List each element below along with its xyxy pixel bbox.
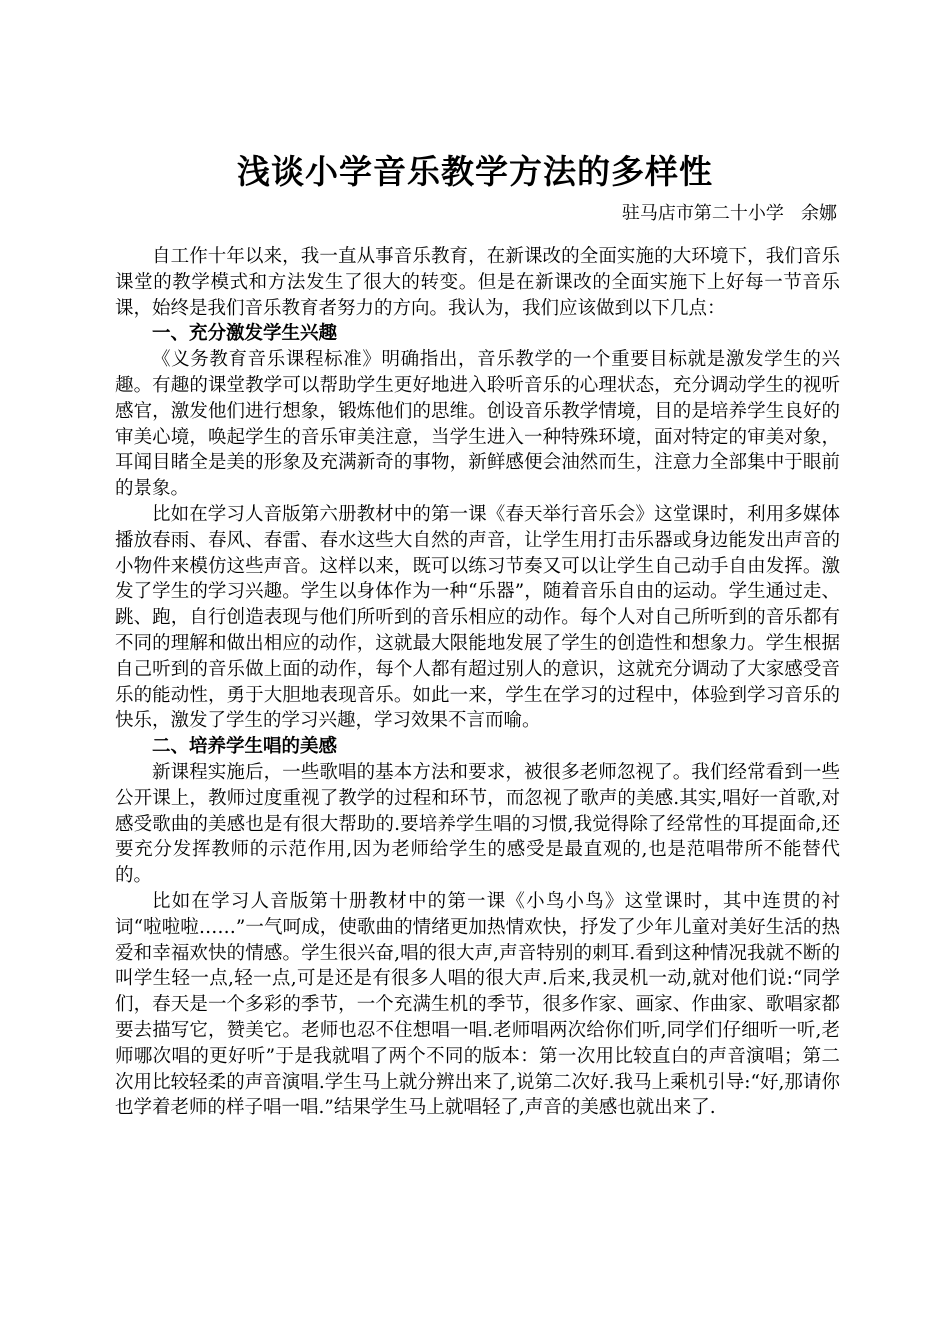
section-2-paragraph-2: 比如在学习人音版第十册教材中的第一课《小鸟小鸟》这堂课时，其中连贯的衬词“啦啦啦……”一气呵成，使歌曲的情绪更加热情欢快，抒发了少年儿童对美好生活的热爱和幸福欢快的情感。学生很兴奋,唱的很大声,声音特别的刺耳.看到这种情况我就不断的叫学生轻一点,轻一点,可是还是有很多人唱的很大声.后来,我灵机一动,就对他们说:“同学们，春天是一个多彩的季节，一个充满生机的季节，很多作家、画家、作曲家、歌唱家都要去描写它，赞美它。老师也忍不住想唱一唱.老师唱两次给你们听,同学们仔细听一听,老师哪次唱的更好听”于是我就唱了两个不同的版本：第一次用比较直白的声音演唱；第二次用比较轻柔的声音演唱.学生马上就分辨出来了,说第二次好.我马上乘机引导:“好,那请你也学着老师的样子唱一唱.”结果学生马上就唱轻了,声音的美感也就出来了. [115, 890, 840, 1119]
document-title: 浅谈小学音乐教学方法的多样性 [237, 152, 713, 192]
section-heading-2: 二、培养学生唱的美感 [152, 736, 338, 758]
author-byline: 驻马店市第二十小学 余娜 [621, 203, 837, 224]
section-heading-1: 一、充分激发学生兴趣 [152, 323, 338, 345]
section-1-paragraph-1: 《义务教育音乐课程标准》明确指出，音乐教学的一个重要目标就是激发学生的兴趣。有趣的课堂教学可以帮助学生更好地进入聆听音乐的心理状态，充分调动学生的视听感官，激发他们进行想象，锻炼他们的思维。创设音乐教学情境，目的是培养学生良好的审美心境，唤起学生的音乐审美注意，当学生进入一种特殊环境，面对特定的审美对象，耳闻目睹全是美的形象及充满新奇的事物，新鲜感便会油然而生，注意力全部集中于眼前的景象。 [115, 349, 840, 500]
document-body [115, 244, 840, 1121]
section-1-paragraph-2: 比如在学习人音版第六册教材中的第一课《春天举行音乐会》这堂课时，利用多媒体播放春雨、春风、春雷、春水这些大自然的声音，让学生用打击乐器或身边能发出声音的小物件来模仿这些声音。这样以来，既可以练习节奏又可以让学生自己动手自由发挥。激发了学生的学习兴趣。学生以身体作为一种“乐器”，随着音乐自由的运动。学生通过走、跳、跑，自行创造表现与他们所听到的音乐相应的动作。每个人对自己所听到的音乐都有不同的理解和做出相应的动作，这就最大限能地发展了学生的创造性和想象力。学生根据自己听到的音乐做上面的动作，每个人都有超过别人的意识，这就充分调动了大家感受音乐的能动性，勇于大胆地表现音乐。如此一来，学生在学习的过程中，体验到学习音乐的快乐，激发了学生的学习兴趣，学习效果不言而喻。 [115, 503, 840, 732]
section-2-paragraph-1: 新课程实施后，一些歌唱的基本方法和要求，被很多老师忽视了。我们经常看到一些公开课上，教师过度重视了教学的过程和环节，而忽视了歌声的美感.其实,唱好一首歌,对感受歌曲的美感也是有很大帮助的.要培养学生唱的习惯,我觉得除了经常性的耳提面命,还要充分发挥教师的示范作用,因为老师给学生的感受是最直观的,也是范唱带所不能替代的。 [115, 761, 840, 887]
intro-paragraph: 自工作十年以来，我一直从事音乐教育，在新课改的全面实施的大环境下，我们音乐课堂的教学模式和方法发生了很大的转变。但是在新课改的全面实施下上好每一节音乐课，始终是我们音乐教育者努力的方向。我认为，我们应该做到以下几点： [115, 246, 840, 319]
